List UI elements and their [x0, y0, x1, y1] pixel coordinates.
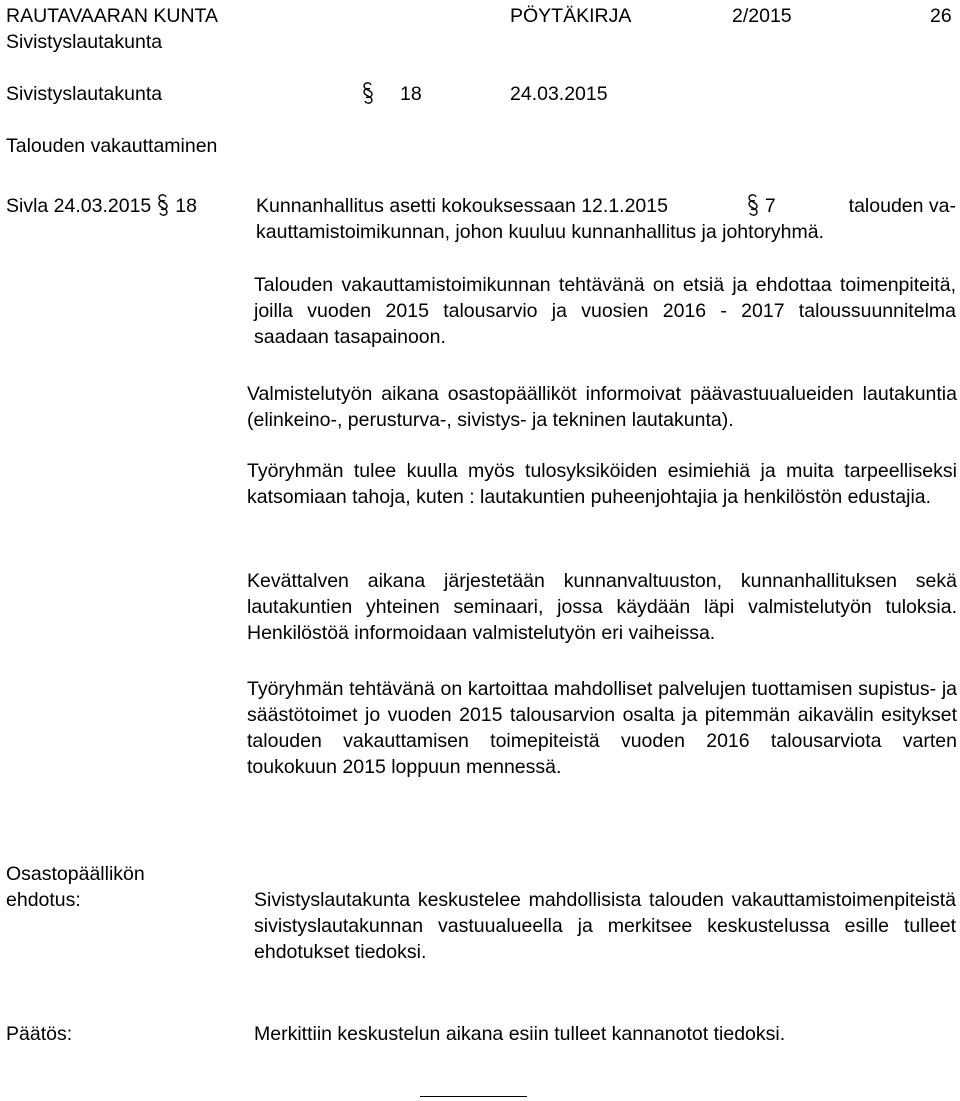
section-sign-icon — [747, 193, 759, 217]
history-ref — [6, 193, 197, 219]
section-sign-icon — [362, 81, 374, 105]
meeting-date: 24.03.2015 — [510, 83, 608, 105]
header-page-number: 26 — [930, 5, 952, 27]
history-line1-section: 7 — [764, 195, 776, 217]
history-line1 — [256, 193, 956, 219]
proposal-label-line2: ehdotus: — [6, 889, 81, 911]
decision-label: Päätös: — [6, 1023, 73, 1045]
meeting-section — [356, 81, 422, 107]
header-committee: Sivistyslautakunta — [6, 31, 163, 53]
history-line1-b: talouden va- — [848, 195, 956, 217]
decision-text: Merkittiin keskustelun aikana esiin tulleet kannanotot tiedoksi. — [254, 1023, 786, 1045]
paragraph-4: Kevättalven aikana järjestetään kunnanvaltuuston, kunnanhallituksen sekä lautakuntien yhteinen seminaari, jossa käydään läpi valmistelutyön tuloksia. Henkilöstöä informoidaan valmistelutyön eri vaiheissa. — [247, 570, 957, 644]
section-sign-icon — [157, 193, 169, 217]
history-line2: kauttamistoimikunnan, johon kuuluu kunnanhallitus ja johtoryhmä. — [256, 221, 825, 243]
paragraph-2: Valmistelutyön aikana osastopäälliköt informoivat päävastuualueiden lautakuntia (elinkeino-, perusturva-, sivistys- ja tekninen lautakunta). — [247, 383, 957, 431]
history-ref-section: 18 — [175, 195, 197, 217]
header-doc-number: 2/2015 — [732, 5, 792, 27]
header-doc-type: PÖYTÄKIRJA — [510, 5, 632, 27]
paragraph-1: Talouden vakauttamistoimikunnan tehtävänä on etsiä ja ehdottaa toimenpiteitä, joilla vuoden 2015 talousarvio ja vuosien 2016 - 2017 taloussuunnitelma saadaan tasapainoon. — [254, 274, 956, 348]
meeting-section-number: 18 — [400, 83, 422, 105]
proposal-text: Sivistyslautakunta keskustelee mahdollisista talouden vakauttamistoimenpiteistä sivistyslautakunnan vastuualueella ja merkitsee keskustelussa esille tulleet ehdotukset tiedoksi. — [254, 889, 956, 963]
proposal-label-line1: Osastopäällikön — [6, 863, 145, 885]
paragraph-3: Työryhmän tulee kuulla myös tulosyksiköiden esimiehiä ja muita tarpeelliseksi katsomiaan tahoja, kuten : lautakuntien puheenjohtajia ja henkilöstön edustajia. — [247, 460, 957, 508]
history-ref-prefix: Sivla 24.03.2015 — [6, 195, 152, 217]
history-line1-a: Kunnanhallitus asetti kokouksessaan 12.1.2015 — [256, 195, 668, 217]
signature-line — [420, 1096, 527, 1097]
history-line1-section-wrap — [741, 193, 776, 219]
paragraph-5: Työryhmän tehtävänä on kartoittaa mahdolliset palvelujen tuottamisen supistus- ja säästötoimet jo vuoden 2015 talousarvion osalta ja pitemmän aikavälin esitykset talouden vakauttamisen toimepiteistä vuoden 2016 talousarviota varten toukokuun 2015 loppuun mennessä. — [247, 678, 957, 778]
header-org: RAUTAVAARAN KUNTA — [6, 5, 218, 27]
meeting-body: Sivistyslautakunta — [6, 83, 163, 105]
item-title: Talouden vakauttaminen — [6, 135, 218, 157]
